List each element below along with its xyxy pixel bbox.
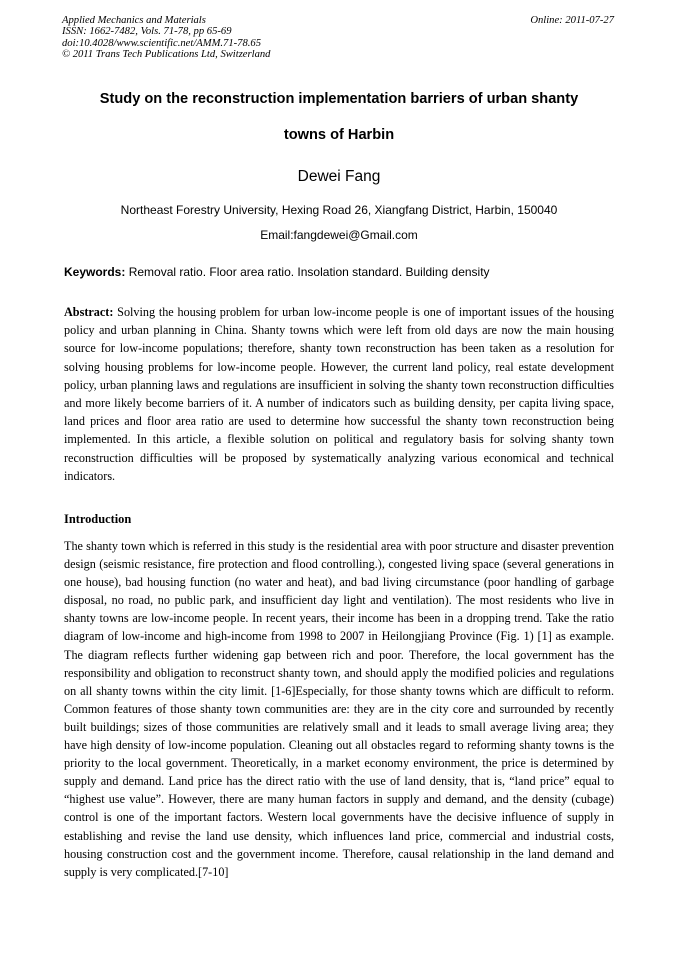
paper-title-line-2: towns of Harbin <box>283 127 395 143</box>
copyright-line: © 2011 Trans Tech Publications Ltd, Switzerland <box>62 49 271 61</box>
paper-title-line-1: Study on the reconstruction implementation barriers of urban shanty <box>99 91 579 107</box>
online-date: Online: 2011-07-27 <box>530 15 614 26</box>
keywords-label: Keywords: <box>64 265 126 279</box>
introduction-paragraph: The shanty town which is referred in this study is the residential area with poor structure and disaster prevention design (seismic resistance, fire protection and flood controlling.), congested living space (several generations in one house), bad housing function (no water and heat), and bad living circumstance (poor handling of garbage disposal, no road, no public park, and insufficient day light and ventilation). The most residents who live in shanty towns are low-income people. In recent years, their income has been in a dropping trend. Take the ratio diagram of low-income and high-income from 1998 to 2007 in Heilongjiang Province (Fig. 1) [1] as example. The diagram reflects further widening gap between rich and poor. Therefore, the local government has the responsibility and obligation to reconstruct shanty town, and should apply the modified policies and regulations on all shanty towns within the city limit. [1-6]Especially, for those shanty towns which are difficult to reform. Common features of those shanty town communities are: they are in the city core and surrounded by recently built buildings; sizes of those communities are relatively small and it leads to small average living area; they have high density of low-income population. Cleaning out all obstacles regard to reforming shanty towns is the priority to the local government. Theoretically, in a market economy environment, the price is determined by supply and demand. Land price has the direct ratio with the use of land density, that is, “land price” equal to “highest use value”. However, there are many human factors in supply and demand, and the density (cubage) control is one of the important factors. Western local governments have the decisive influence of supply in establishing and revise the land use density, which influences land price, commercial and industrial costs, housing construction cost and the government income. Therefore, causal relationship in the land demand and supply is very complicated.[7-10] <box>64 539 614 879</box>
issn-line: ISSN: 1662-7482, Vols. 71-78, pp 65-69 <box>62 26 232 38</box>
doi-line: doi:10.4028/www.scientific.net/AMM.71-78.65 <box>62 37 261 49</box>
journal-name: Applied Mechanics and Materials <box>62 15 206 26</box>
author-name: Dewei Fang <box>297 168 381 185</box>
introduction-heading: Introduction <box>64 512 132 526</box>
keywords <box>64 265 614 279</box>
abstract-text: Solving the housing problem for urban low-income people is one of important issues of the housing policy and urban planning in China. Shanty towns which were left from old days are now the main housing source for low-income populations; therefore, shanty town reconstruction has been taken as a resolution for solving housing problems for low-income people. However, the current land policy, real estate development policy, urban planning laws and regulations are insufficient in solving the shanty town reconstruction difficulties and more likely become barriers of it. A number of indicators such as building density, per capita living space, land prices and floor area ratio are used to determine how successful the shanty town reconstruction being implemented. In this article, a flexible solution on political and regulatory basis for solving shanty town reconstruction difficulties will be proposed by systematically analyzing various economical and technical indicators. <box>64 305 614 483</box>
author-affiliation: Northeast Forestry University, Hexing Road 26, Xiangfang District, Harbin, 150040 <box>120 203 558 217</box>
keywords-text: Removal ratio. Floor area ratio. Insolation standard. Building density <box>125 265 490 279</box>
author-email: Email:fangdewei@Gmail.com <box>260 228 418 242</box>
journal-header <box>62 15 270 61</box>
abstract <box>64 303 614 485</box>
abstract-label: Abstract: <box>64 305 114 319</box>
